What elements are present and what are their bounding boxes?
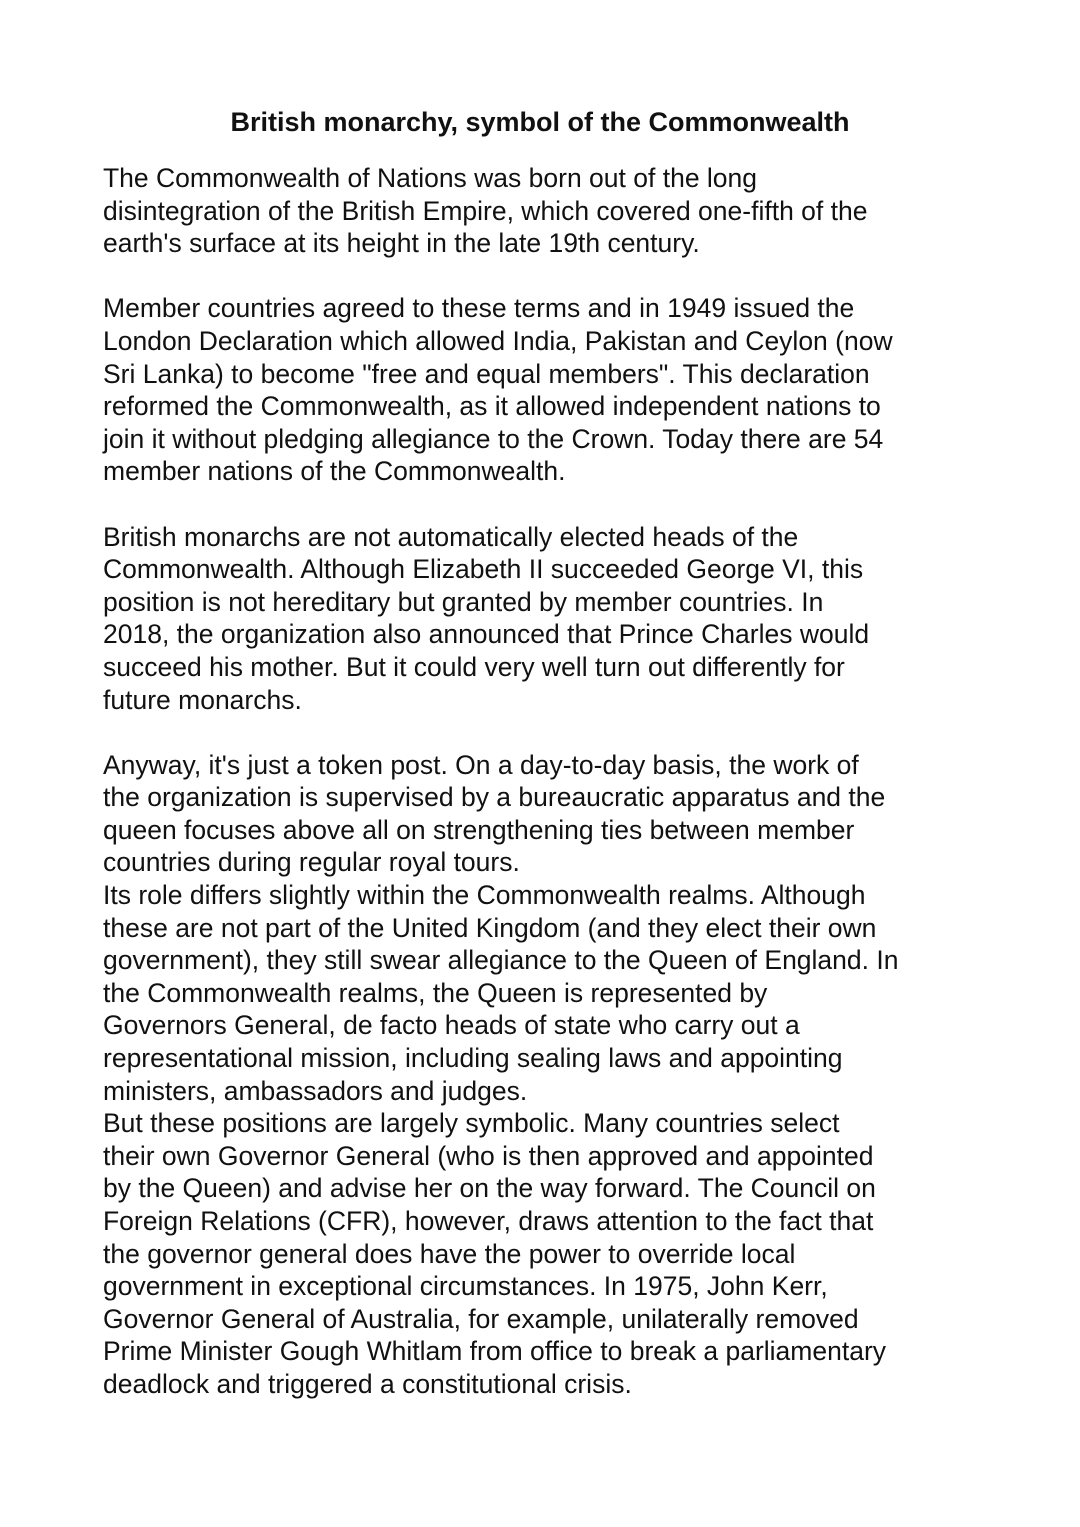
paragraph-heads-of-commonwealth: British monarchs are not automatically elected heads of the Commonwealth. Although Elizabeth II succeeded George VI, this position is not hereditary but granted by member countries. In 2018, the organization also announced that Prince Charles would succeed his mother. But it could very well turn out differently for future monarchs. <box>103 521 870 715</box>
paragraph-governor-general: But these positions are largely symbolic. Many countries select their own Governor General (who is then approved and appointed by the Queen) and advise her on the way forward. The Council on Foreign Relations (CFR), however, draws attention to the fact that the governor general does have the power to override local government in exceptional circumstances. In 1975, John Kerr, Governor General of Australia, for example, unilaterally removed Prime Minister Gough Whitlam from office to break a parliamentary deadlock and triggered a constitutional crisis. <box>103 1108 887 1399</box>
document-body <box>103 162 1003 1401</box>
paragraph-gap <box>103 488 1003 521</box>
paragraph-origins: The Commonwealth of Nations was born out of the long disintegration of the British Empire, which covered one-fifth of the earth's surface at its height in the late 19th century. <box>103 163 868 259</box>
paragraph-london-declaration: Member countries agreed to these terms and in 1949 issued the London Declaration which allowed India, Pakistan and Ceylon (now Sri Lanka) to become "free and equal members". This declaration reformed the Commonwealth, as it allowed independent nations to join it without pledging allegiance to the Crown. Today there are 54 member nations of the Commonwealth. <box>103 293 893 487</box>
paragraph-token-post: Anyway, it's just a token post. On a day-to-day basis, the work of the organization is supervised by a bureaucratic apparatus and the queen focuses above all on strengthening ties between member countries during regular royal tours. <box>103 749 886 878</box>
paragraph-gap <box>103 260 1003 293</box>
paragraph-commonwealth-realms: Its role differs slightly within the Commonwealth realms. Although these are not part of the United Kingdom (and they elect their own government), they still swear allegiance to the Queen of England. In the Commonwealth realms, the Queen is represented by Governors General, de facto heads of state who carry out a representational mission, including sealing laws and appointing ministers, ambassadors and judges. <box>103 880 899 1106</box>
paragraph-gap <box>103 716 1003 749</box>
document-title: British monarchy, symbol of the Commonwealth <box>230 107 850 137</box>
